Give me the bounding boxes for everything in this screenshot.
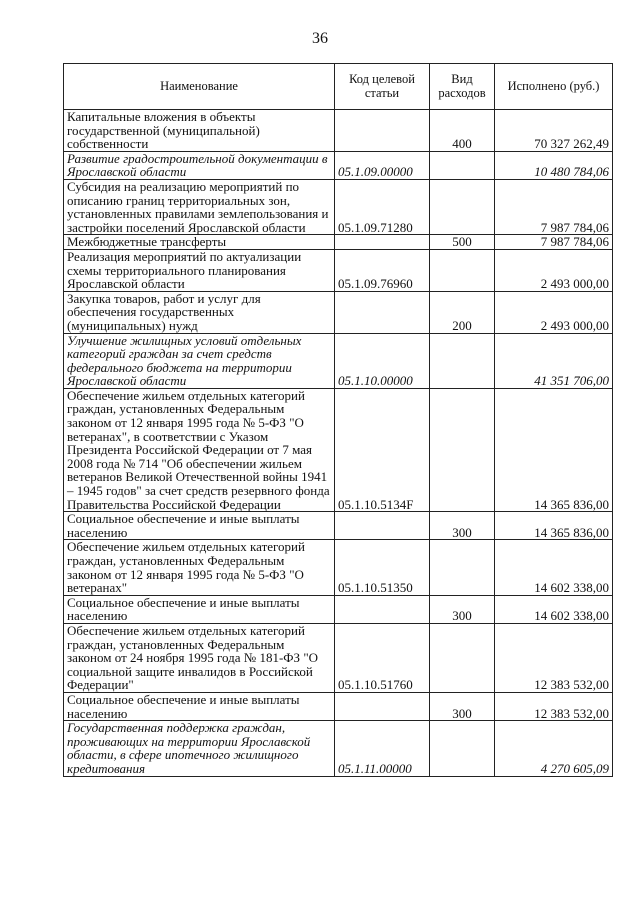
row-type-cell: 300 bbox=[430, 512, 495, 540]
table-row bbox=[64, 692, 613, 720]
row-amount-cell: 14 365 836,00 bbox=[495, 388, 613, 511]
row-name-cell: Развитие градостроительной документации в Ярославской области bbox=[64, 151, 335, 179]
row-amount-cell: 70 327 262,49 bbox=[495, 110, 613, 152]
row-code-cell bbox=[335, 512, 430, 540]
header-amount: Исполнено (руб.) bbox=[495, 64, 613, 110]
row-code-cell: 05.1.10.00000 bbox=[335, 333, 430, 388]
row-name-cell: Улучшение жилищных условий отдельных категорий граждан за счет средств федерального бюджета на территории Ярославской области bbox=[64, 333, 335, 388]
table-row bbox=[64, 179, 613, 234]
row-name-cell: Обеспечение жильем отдельных категорий граждан, установленных Федеральным законом от 24 ноября 1995 года № 181-ФЗ "О социальной защите инвалидов в Российской Федерации" bbox=[64, 623, 335, 692]
row-amount-cell: 2 493 000,00 bbox=[495, 249, 613, 291]
row-code-cell bbox=[335, 110, 430, 152]
row-name-cell: Реализация мероприятий по актуализации схемы территориального планирования Ярославской области bbox=[64, 249, 335, 291]
row-type-cell bbox=[430, 721, 495, 776]
row-type-cell bbox=[430, 179, 495, 234]
row-name-cell: Обеспечение жильем отдельных категорий граждан, установленных Федеральным законом от 12 января 1995 года № 5-ФЗ "О ветеранах" bbox=[64, 540, 335, 595]
table-row bbox=[64, 388, 613, 511]
table-row bbox=[64, 151, 613, 179]
row-amount-cell: 7 987 784,06 bbox=[495, 179, 613, 234]
row-code-cell bbox=[335, 291, 430, 333]
row-amount-cell: 7 987 784,06 bbox=[495, 235, 613, 250]
row-amount-cell: 12 383 532,00 bbox=[495, 623, 613, 692]
row-type-cell: 200 bbox=[430, 291, 495, 333]
budget-table bbox=[63, 63, 613, 777]
table-row bbox=[64, 512, 613, 540]
row-amount-cell: 10 480 784,06 bbox=[495, 151, 613, 179]
row-code-cell: 05.1.10.51760 bbox=[335, 623, 430, 692]
table-row bbox=[64, 721, 613, 776]
row-code-cell bbox=[335, 235, 430, 250]
row-code-cell: 05.1.09.00000 bbox=[335, 151, 430, 179]
table-row bbox=[64, 235, 613, 250]
row-name-cell: Капитальные вложения в объекты государственной (муниципальной) собственности bbox=[64, 110, 335, 152]
row-amount-cell: 14 365 836,00 bbox=[495, 512, 613, 540]
row-type-cell bbox=[430, 151, 495, 179]
row-amount-cell: 14 602 338,00 bbox=[495, 595, 613, 623]
header-type: Вид расходов bbox=[430, 64, 495, 110]
header-row bbox=[64, 64, 613, 110]
header-name: Наименование bbox=[64, 64, 335, 110]
row-type-cell bbox=[430, 333, 495, 388]
row-type-cell: 500 bbox=[430, 235, 495, 250]
row-name-cell: Социальное обеспечение и иные выплаты населению bbox=[64, 692, 335, 720]
row-name-cell: Обеспечение жильем отдельных категорий граждан, установленных Федеральным законом от 12 января 1995 года № 5-ФЗ "О ветеранах", в соответствии с Указом Президента Российской Федерации от 7 мая 2008 года № 714 "Об обеспечении жильем ветеранов Великой Отечественной войны 1941 – 1945 годов" за счет средств резервного фонда Правительства Российской Федерации bbox=[64, 388, 335, 511]
row-type-cell bbox=[430, 623, 495, 692]
table-row bbox=[64, 333, 613, 388]
row-code-cell: 05.1.09.71280 bbox=[335, 179, 430, 234]
row-amount-cell: 2 493 000,00 bbox=[495, 291, 613, 333]
row-code-cell: 05.1.10.51350 bbox=[335, 540, 430, 595]
row-name-cell: Субсидия на реализацию мероприятий по описанию границ территориальных зон, установленных правилами землепользования и застройки поселений Ярославской области bbox=[64, 179, 335, 234]
row-type-cell: 300 bbox=[430, 692, 495, 720]
table-row bbox=[64, 110, 613, 152]
row-name-cell: Межбюджетные трансферты bbox=[64, 235, 335, 250]
row-code-cell: 05.1.09.76960 bbox=[335, 249, 430, 291]
table-row bbox=[64, 540, 613, 595]
row-amount-cell: 14 602 338,00 bbox=[495, 540, 613, 595]
row-name-cell: Социальное обеспечение и иные выплаты населению bbox=[64, 512, 335, 540]
row-type-cell bbox=[430, 388, 495, 511]
page-number: 36 bbox=[312, 30, 328, 47]
row-code-cell: 05.1.10.5134F bbox=[335, 388, 430, 511]
row-amount-cell: 41 351 706,00 bbox=[495, 333, 613, 388]
row-type-cell: 400 bbox=[430, 110, 495, 152]
row-type-cell: 300 bbox=[430, 595, 495, 623]
row-type-cell bbox=[430, 540, 495, 595]
row-amount-cell: 4 270 605,09 bbox=[495, 721, 613, 776]
row-type-cell bbox=[430, 249, 495, 291]
row-name-cell: Социальное обеспечение и иные выплаты населению bbox=[64, 595, 335, 623]
row-code-cell bbox=[335, 692, 430, 720]
table-row bbox=[64, 623, 613, 692]
row-code-cell bbox=[335, 595, 430, 623]
row-name-cell: Закупка товаров, работ и услуг для обеспечения государственных (муниципальных) нужд bbox=[64, 291, 335, 333]
table-row bbox=[64, 595, 613, 623]
header-code: Код целевой статьи bbox=[335, 64, 430, 110]
row-amount-cell: 12 383 532,00 bbox=[495, 692, 613, 720]
row-name-cell: Государственная поддержка граждан, проживающих на территории Ярославской области, в сфере ипотечного жилищного кредитования bbox=[64, 721, 335, 776]
table-row bbox=[64, 291, 613, 333]
table-row bbox=[64, 249, 613, 291]
row-code-cell: 05.1.11.00000 bbox=[335, 721, 430, 776]
